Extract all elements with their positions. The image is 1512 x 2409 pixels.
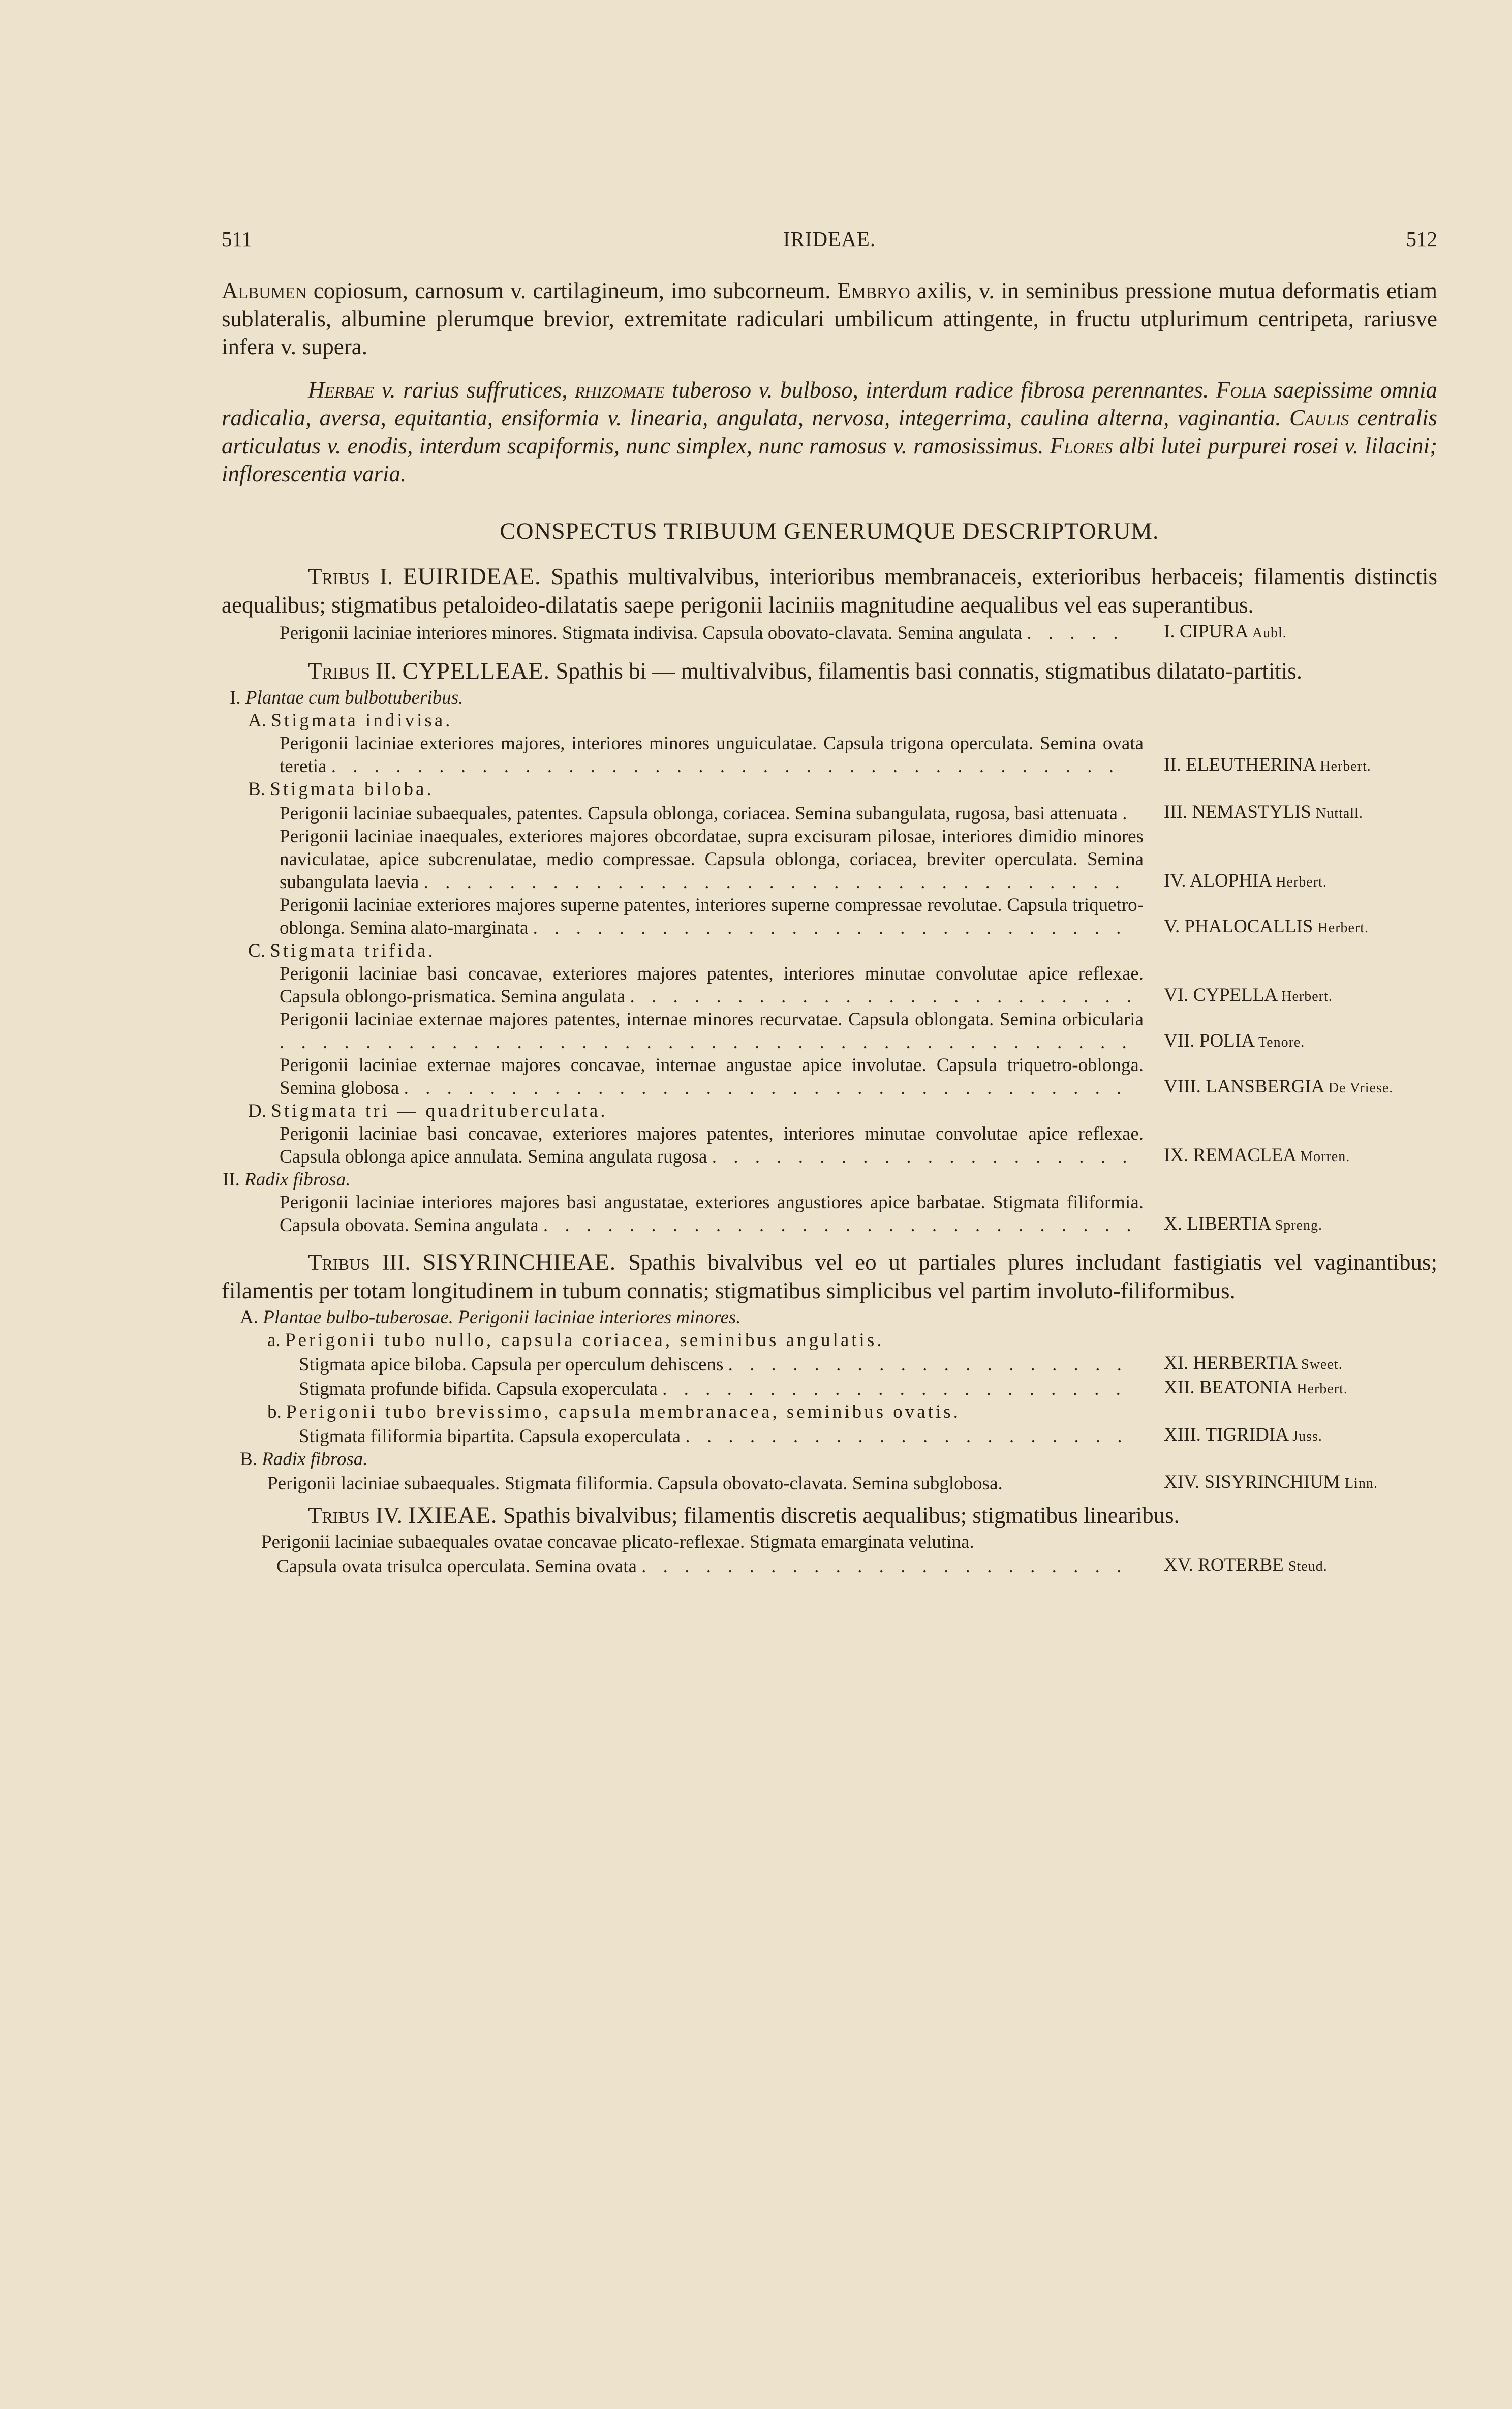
genus-name: XI. HERBERTIA Sweet. [1164,1353,1343,1374]
tribus-text: Spathis bi — multivalvibus, filamentis basi connatis, stigmatibus dilatato-partitis. [550,658,1302,684]
tribus-4-heading [222,1501,1437,1530]
genus-entry [280,620,1437,645]
leader-dots: . . . . . . . . . . . . . . . . . . . . . [685,1426,1128,1447]
genus-author: De Vriese. [1328,1080,1394,1096]
left-page-number: 511 [222,227,252,251]
genus-description: Perigonii laciniae externae majores concavae, internae angustae apice involutae. Capsula triquetro-oblonga. Semina globosa . . . . . . . . . . . . . . . . . . . . . . . . . . . . . . . . . . [280,1055,1144,1099]
albumen-paragraph [222,277,1437,361]
genus-description: Stigmata filiformia bipartita. Capsula exoperculata . . . . . . . . . . . . . . . . . . . . . [299,1426,1128,1447]
genus-entry [280,801,1437,825]
genus-description: Perigonii laciniae inaequales, exteriores majores obcordatae, supra excisuram pilosae, interiores dimidio minores naviculatae, apice subcrenulatae, medio compressae. Capsula oblonga, coriacea, breviter operculata. Semina subangulata laevia . . . . . . . . . . . . . . . . . . . . . . . . . . . . . . . . . [280,826,1144,893]
tribus-label: Tribus IV. [308,1503,403,1528]
folia-text: saepissime omnia radicalia, aversa, equitantia, ensiformia v. linearia, angulata, nervosa, integerrima, caulina alterna, vaginantia. [222,377,1437,431]
genus-name: XII. BEATONIA Herbert. [1164,1377,1348,1398]
genus-entry [280,1191,1437,1237]
genus-author: Herbert. [1297,1381,1348,1397]
genus-description [280,622,1144,645]
genus-author: Tenore. [1258,1034,1305,1050]
genus-name: III. NEMASTYLIS Nuttall. [1164,802,1363,822]
flores-text: albi lutei purpurei rosei v. lilacini; inflorescentia varia. [222,433,1438,486]
caulis-label: Caulis [1289,405,1349,431]
genus-description-text: Perigonii laciniae interiores minores. Stigmata indivisa. Capsula obovato-clavata. Semina angulata [280,623,1023,644]
herbae-text: v. rarius suffrutices, [374,377,575,403]
group-heading: b. Perigonii tubo brevissimo, capsula membranacea, seminibus ovatis. [267,1401,961,1422]
leader-dots: . . . . . . . . . . . . . . . . . . . . . . . [641,1556,1128,1577]
genus-name: II. ELEUTHERINA Herbert. [1164,754,1371,775]
running-title: IRIDEAE. [783,227,876,251]
leader-dots: . . . . . . . . . . . . . . . . . . . . . . . . . . . . [533,918,1127,938]
leader-dots: . . . . . . . . . . . . . . . . . . . . . . [662,1379,1127,1399]
genus-name: IV. ALOPHIA Herbert. [1164,870,1327,891]
genus-name: VIII. LANSBERGIA De Vriese. [1164,1076,1394,1097]
tribus-name: IXIEAE. [408,1502,498,1529]
genus-name: X. LIBERTIA Spreng. [1164,1213,1323,1234]
genus-entry [280,962,1437,1008]
genus-author: Aubl. [1252,625,1287,641]
genus-entry [276,1553,1437,1578]
tribus-text: Spathis bivalvibus vel eo ut partiales plures includant fastigiatis vel vaginantibus; filamentis per totam longitudinem in tubum connatis; stigmatibus simplicibus vel partim involuto-filiformibus. [222,1249,1437,1303]
genus-name: XIV. SISYRINCHIUM Linn. [1164,1472,1378,1492]
folia-label: Folia [1216,377,1267,403]
genus-author: Herbert. [1281,989,1333,1004]
herbae-label: Herbae [308,377,375,403]
leader-dots: . . . . . . . . . . . . . . . . . . . . . . . . . . . . . . . . . . . . . . . . [280,1032,1133,1053]
genus-name: XV. ROTERBE Steud. [1164,1554,1328,1575]
genus-description-line: Perigonii laciniae subaequales ovatae concavae plicato-reflexae. Stigmata emarginata velutina. [261,1532,974,1552]
genus-entry [280,1054,1437,1100]
genus-name: IX. REMACLEA Morren. [1164,1145,1350,1166]
group-heading: A. Stigmata indivisa. [248,710,453,731]
genus-description: Perigonii laciniae basi concavae, exteriores majores patentes, interiores minutae convolutae apice reflexae. Capsula oblongo-prismatica. Semina angulata . . . . . . . . . . . . . . . . . . . . . . . . [280,963,1144,1007]
tribus-3-heading [222,1248,1437,1305]
group-heading: D. Stigmata tri — quadrituberculata. [248,1101,608,1121]
habit-paragraph [222,376,1437,488]
genus-entry [299,1352,1437,1376]
flores-label: Flores [1050,433,1113,459]
leader-dots: . . . . . . . . . . . . . . . . . . . [728,1354,1128,1375]
leader-dots: . . . . . . . . . . . . . . . . . . . . . . . . [630,986,1138,1007]
group-heading: A. Plantae bulbo-tuberosae. Perigonii laciniae interiores minores. [240,1307,741,1328]
page-content [222,277,1437,1578]
genus-description: Perigonii laciniae exteriores majores superne patentes, interiores superne compressae revolutae. Capsula triquetro-oblonga. Semina alato-marginata . . . . . . . . . . . . . . . . . . . . . . . . . . . . [280,895,1144,938]
tribus-2-heading [222,657,1437,685]
genus-author: Linn. [1345,1476,1378,1491]
genus-author: Herbert. [1276,874,1327,890]
genus-name: I. CIPURA Aubl. [1164,621,1287,642]
tribus-label: Tribus II. [308,658,397,684]
leader-dots: . . . . . . . . . . . . . . . . . . . . . . . . . . . . . . . . . . [404,1078,1128,1099]
tribus-label: Tribus III. [308,1249,411,1275]
leader-dots: . [1122,803,1133,824]
genus-entry [280,1008,1437,1054]
genus-name: V. PHALOCALLIS Herbert. [1164,916,1369,937]
caulis-text: centralis articulatus v. enodis, interdum scapiformis, nunc simplex, nunc ramosus v. ramosissimus. [222,405,1437,459]
genus-author: Spreng. [1275,1217,1323,1233]
rhizomate-label: rhizomate [575,377,665,403]
genus-entry [280,1122,1437,1168]
running-header [222,227,1437,257]
genus-entry [299,1376,1437,1400]
leader-dots: . . . . . . . . . . . . . . . . . . . . [712,1146,1133,1167]
leader-dots: . . . . . . . . . . . . . . . . . . . . . . . . . . . . [543,1215,1137,1236]
genus-author: Steud. [1288,1559,1328,1574]
group-heading: a. Perigonii tubo nullo, capsula coriacea, seminibus angulatis. [267,1330,884,1351]
genus-description: Stigmata profunde bifida. Capsula exoperculata . . . . . . . . . . . . . . . . . . . . . . [299,1379,1127,1399]
genus-entry [299,1423,1437,1448]
tribus-label: Tribus I. [308,564,393,589]
genus-description: Capsula ovata trisulca operculata. Semina ovata . . . . . . . . . . . . . . . . . . . . . . . [276,1556,1128,1577]
leader-dots: . . . . . . . . . . . . . . . . . . . . . . . . . . . . . . . . . [423,872,1126,893]
genus-name: XIII. TIGRIDIA Juss. [1164,1424,1322,1445]
genus-description: Perigonii laciniae externae majores patentes, internae minores recurvatae. Capsula oblongata. Semina orbicularia . . . . . . . . . . . . . . . . . . . . . . . . . . . . . . . . . . . . . . . . [280,1009,1144,1053]
genus-entry [280,732,1437,778]
rhizomate-text: tuberoso v. bulboso, interdum radice fibrosa perennantes. [664,377,1216,403]
genus-entry [280,894,1437,939]
leader-dots: . . . . . . . . . . . . . . . . . . . . . . . . . . . . . . . . . . . . . [331,756,1120,777]
genus-author: Juss. [1292,1428,1322,1444]
embryo-text: axilis, v. in seminibus pressione mutua deformatis etiam sublateralis, albumine plerumque brevior, extremitate radiculari umbilicum attingente, in fructu utplurimum centripeta, rariusve infera v. supera. [222,278,1438,359]
group-heading: II. Radix fibrosa. [223,1169,351,1190]
genus-name: VI. CYPELLA Herbert. [1164,985,1333,1005]
genus-description: Perigonii laciniae interiores majores basi angustatae, exteriores angustiores apice barbatae. Stigmata filiformia. Capsula obovata. Semina angulata . . . . . . . . . . . . . . . . . . . . . . . . . . . . [280,1192,1144,1236]
tribus-name: SISYRINCHIEAE. [422,1249,616,1275]
albumen-label: Albumen [222,278,307,303]
genus-author: Morren. [1300,1149,1350,1165]
genus-description: Perigonii laciniae subaequales, patentes. Capsula oblonga, coriacea. Semina subangulata, rugosa, basi attenuata . [280,803,1133,824]
group-heading: B. Stigmata biloba. [248,779,434,800]
group-heading: C. Stigmata trifida. [248,940,436,961]
tribus-text: Spathis multivalvibus, interioribus membranaceis, exterioribus herbaceis; filamentis distinctis aequalibus; stigmatibus petaloideo-dilatatis saepe perigonii laciniis magnitudine aequalibus vel eas superantibus. [222,564,1438,618]
genus-author: Sweet. [1301,1357,1343,1373]
group-heading: B. Radix fibrosa. [240,1449,368,1470]
embryo-label: Embryo [837,278,910,303]
genus-description: Stigmata apice biloba. Capsula per operculum dehiscens . . . . . . . . . . . . . . . . . . . [299,1354,1128,1375]
section-title: CONSPECTUS TRIBUUM GENERUMQUE DESCRIPTORUM. [500,518,1159,544]
genus-author: Herbert. [1320,758,1371,774]
genus-name: VII. POLIA Tenore. [1164,1030,1305,1051]
tribus-name: CYPELLEAE. [402,658,550,684]
genus-description: Perigonii laciniae basi concavae, exteriores majores patentes, interiores minutae convolutae apice reflexae. Capsula oblonga apice annulata. Semina angulata rugosa . . . . . . . . . . . . . . . . . . . . [280,1123,1144,1167]
genus-description: Perigonii laciniae exteriores majores, interiores minores unguiculatae. Capsula trigona operculata. Semina ovata teretia . . . . . . . . . . . . . . . . . . . . . . . . . . . . . . . . . . . . . [280,733,1144,777]
genus-author: Nuttall. [1316,806,1363,821]
genus-entry [280,825,1437,894]
genus-entry [267,1471,1437,1495]
genus-author: Herbert. [1317,920,1369,936]
tribus-1-heading [222,562,1437,619]
tribus-name: EUIRIDEAE. [403,563,541,590]
genus-description: Perigonii laciniae subaequales. Stigmata filiformia. Capsula obovato-clavata. Semina subglobosa. [267,1473,1003,1494]
group-heading: I. Plantae cum bulbotuberibus. [230,687,464,708]
right-page-number: 512 [1406,227,1437,251]
albumen-text: copiosum, carnosum v. cartilagineum, imo subcorneum. [306,278,838,303]
tribus-text: Spathis bivalvibus; filamentis discretis aequalibus; stigmatibus linearibus. [497,1503,1180,1528]
leader-dots: . . . . . [1027,623,1124,644]
